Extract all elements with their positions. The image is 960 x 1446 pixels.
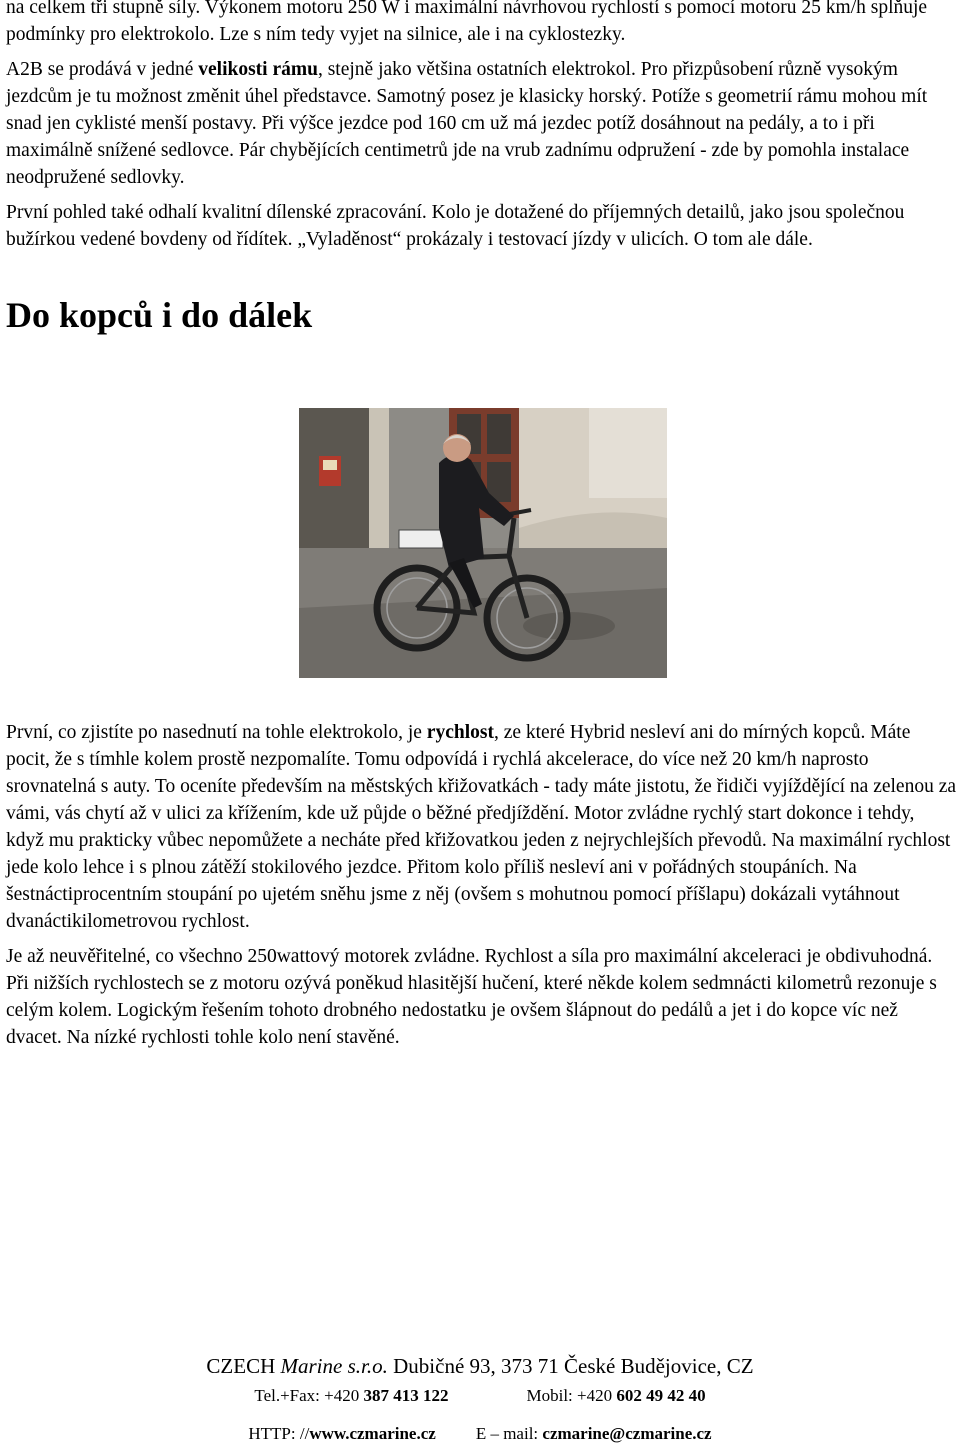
paragraph-motor-power (6, 943, 956, 1051)
email-link[interactable]: czmarine@czmarine.cz (542, 1424, 712, 1443)
company-czech: CZECH (206, 1354, 276, 1378)
company-marine: Marine (280, 1354, 343, 1378)
company-address: Dubičné 93, 373 71 České Budějovice, CZ (393, 1354, 754, 1378)
footer-web-line (0, 1422, 960, 1446)
http-label: HTTP: // (248, 1424, 310, 1443)
rider-photo (299, 408, 667, 678)
tel-number: 387 413 122 (363, 1386, 449, 1405)
top-section (6, 0, 956, 253)
text-run: A2B se prodává v jedné (6, 59, 199, 80)
website-link[interactable]: www.czmarine.cz (309, 1424, 436, 1443)
text-run: Je až neuvěřitelné, co všechno 250wattový motorek zvládne. Rychlost a síla pro maximální akceleraci je obdivuhodná. Při nižších rychlostech se z motoru ozývá poněkud hlasitější hučení, které někde kolem sedmnácti kilometrů rezonuje s celým kolem. Logickým řešením tohoto drobného nedostatku je ovšem šlápnout do pedálů a jet i do kopce víc než dvacet. Na nízké rychlosti tohle kolo není stavěné. (6, 946, 937, 1048)
company-suffix: s.r.o. (347, 1354, 388, 1378)
bold-phrase: velikosti rámu (198, 59, 318, 80)
footer-company-line (0, 1352, 960, 1380)
paragraph-workmanship (6, 199, 956, 253)
mobil-number: 602 49 42 40 (616, 1386, 706, 1405)
email-label: E – mail: (475, 1424, 543, 1443)
paragraph-speed (6, 719, 956, 935)
text-run: , ze které Hybrid nesleví ani do mírných kopců. Máte pocit, že s tímhle kolem prostě nezpomalíte. Tomu odpovídá i rychlá akcelerace, do více než 20 km/h naprosto srovnatelná s auty. To oceníte především na městských křižovatkách - tady máte jistotu, že řidiči vyjíždějící na zelenou za vámi, vás chytí až v ulici za křížením, kde už půjde o běžné předjíždění. Motor zvládne rychlý start dokonce i tehdy, když mu prakticky vůbec nepomůžete a necháte před křižovatkou jeden z nejrychlejších převodů. Na maximální rychlost jede kolo lehce i s plnou zátěží stokilového jezdce. Přitom kolo příliš nesleví ani v pořádných stoupáních. Na šestnáctiprocentním stoupání po ujetém sněhu jsme z něj (ovšem s mohutnou pomocí příšlapu) dokázali vytáhnout dvanáctikilometrovou rychlost. (6, 722, 957, 932)
text-run: , stejně jako většina ostatních elektrokol. Pro přizpůsobení různě vysokým jezdcům je tu možnost změnit úhel představce. Samotný posez je klasicky horský. Potíže s geometrií rámu mohou mít snad jen cyklisté menší postavy. Při výšce jezdce pod 160 cm už má jezdec potíž dosáhnout na pedály, a to i při maximálně snížené sedlovce. Pár chybějících centimetrů jde na vrub zadnímu odpružení - zde by pomohla instalace neodpružené sedlovky. (6, 59, 928, 188)
text-run: První pohled také odhalí kvalitní dílenské zpracování. Kolo je dotažené do příjemných detailů, jako jsou společnou bužírkou vedené bovdeny od řídítek. „Vyladěnost“ prokázaly i testovací jízdy v ulicích. O tom ale dále. (6, 202, 905, 250)
paragraph-frame-size (6, 56, 956, 191)
text-run: První, co zjistíte po nasednutí na tohle elektrokolo, je (6, 722, 427, 743)
footer-phone-line (0, 1384, 960, 1408)
rider-on-ebike-image (299, 408, 667, 678)
bold-phrase: rychlost (426, 722, 494, 743)
page-footer (0, 1352, 960, 1446)
mobil-label: Mobil: +420 (526, 1386, 617, 1405)
section-heading: Do kopců i do dálek (6, 295, 313, 335)
document-page (6, 0, 956, 337)
text-run: na celkem tři stupně síly. Výkonem motoru 250 W i maximální návrhovou rychlostí s pomocí motoru 25 km/h splňuje podmínky pro elektrokolo. Lze s ním tedy vyjet na silnice, ale i na cyklostezky. (6, 0, 928, 45)
tel-label: Tel.+Fax: +420 (254, 1386, 364, 1405)
bottom-section (6, 719, 956, 1051)
paragraph-motor (6, 0, 956, 48)
